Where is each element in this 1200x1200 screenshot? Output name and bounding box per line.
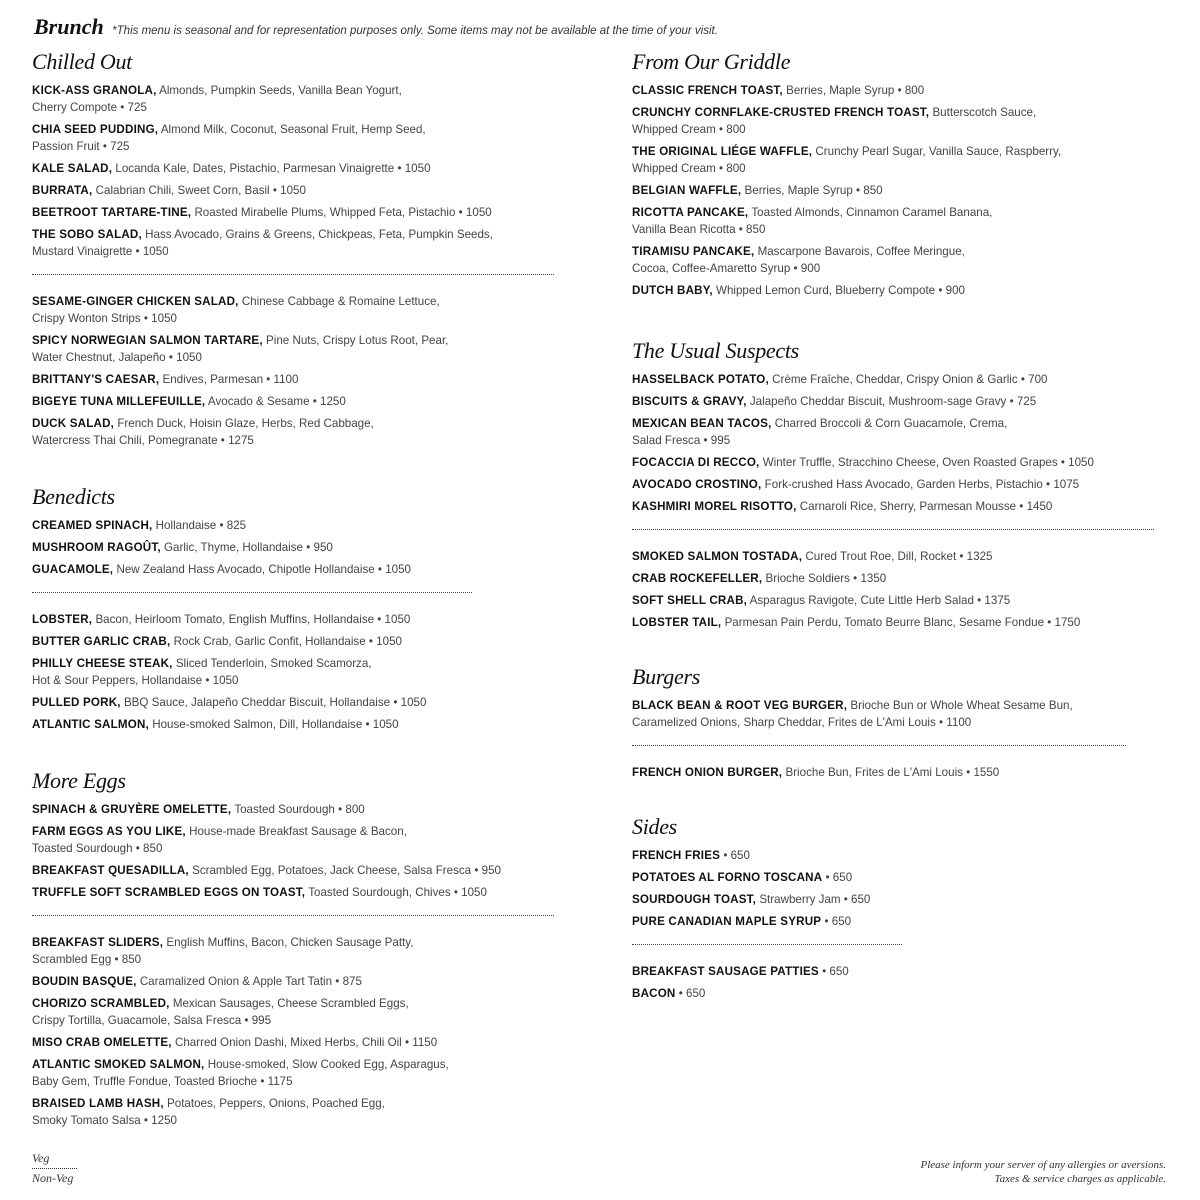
menu-item (32, 1056, 572, 1090)
menu-item (32, 862, 572, 879)
menu-item (32, 160, 572, 177)
menu-item (32, 293, 572, 327)
item-description: Brioche Soldiers • 1350 (765, 572, 887, 585)
item-name: FARM EGGS AS YOU LIKE, (32, 825, 186, 838)
section-the-usual-suspects (632, 337, 1172, 631)
item-name: CREAMED SPINACH, (32, 519, 153, 532)
group-divider (32, 592, 472, 593)
item-name: DUTCH BABY, (632, 284, 713, 297)
menu-item (632, 454, 1172, 471)
menu-item (632, 282, 1172, 299)
item-description: Locanda Kale, Dates, Pistachio, Parmesan Vinaigrette • 1050 (115, 162, 431, 175)
item-name: BEETROOT TARTARE-TINE, (32, 206, 192, 219)
item-description: House-smoked, Slow Cooked Egg, Asparagus, (207, 1058, 449, 1071)
item-name: FRENCH ONION BURGER, (632, 766, 783, 779)
item-description: Almonds, Pumpkin Seeds, Vanilla Bean Yogurt, (159, 84, 402, 97)
item-description: Crunchy Pearl Sugar, Vanilla Sauce, Raspberry, (815, 145, 1062, 158)
item-name: CRAB ROCKEFELLER, (632, 572, 763, 585)
menu-item (632, 764, 1172, 781)
item-description: • 650 (678, 987, 706, 1000)
item-name: AVOCADO CROSTINO, (632, 478, 762, 491)
item-name: CRUNCHY CORNFLAKE-CRUSTED FRENCH TOAST, (632, 106, 930, 119)
item-name: SMOKED SALMON TOSTADA, (632, 550, 803, 563)
item-name: ATLANTIC SALMON, (32, 718, 149, 731)
menu-item (32, 539, 572, 556)
item-description: Mascarpone Bavarois, Coffee Meringue, (757, 245, 965, 258)
menu-item (632, 498, 1172, 515)
legend-divider (32, 1168, 77, 1169)
item-name: BLACK BEAN & ROOT VEG BURGER, (632, 699, 848, 712)
item-description: Berries, Maple Syrup • 850 (744, 184, 883, 197)
item-name: THE SOBO SALAD, (32, 228, 142, 241)
item-name: DUCK SALAD, (32, 417, 115, 430)
menu-title: Brunch (34, 14, 104, 39)
item-name: BELGIAN WAFFLE, (632, 184, 742, 197)
menu-item (632, 913, 1172, 930)
item-description: House-smoked Salmon, Dill, Hollandaise • 1050 (152, 718, 399, 731)
item-description-cont: Mustard Vinaigrette • 1050 (32, 245, 169, 258)
item-description: Mexican Sausages, Cheese Scrambled Eggs, (172, 997, 409, 1010)
left-column (32, 48, 572, 1157)
item-name: BREAKFAST SAUSAGE PATTIES (632, 965, 819, 978)
item-name: PURE CANADIAN MAPLE SYRUP (632, 915, 822, 928)
item-description: Caramalized Onion & Apple Tart Tatin • 875 (139, 975, 362, 988)
menu-item (632, 371, 1172, 388)
menu-item (32, 82, 572, 116)
item-description: Cured Trout Roe, Dill, Rocket • 1325 (805, 550, 993, 563)
item-description: Rock Crab, Garlic Confit, Hollandaise • 1050 (173, 635, 402, 648)
item-name: SPINACH & GRUYÈRE OMELETTE, (32, 803, 232, 816)
item-description-cont: Salad Fresca • 995 (632, 434, 731, 447)
item-name: KASHMIRI MOREL RISOTTO, (632, 500, 797, 513)
item-name: TIRAMISU PANCAKE, (632, 245, 755, 258)
right-column (632, 48, 1172, 1030)
item-name: KALE SALAD, (32, 162, 113, 175)
item-name: MUSHROOM RAGOÛT, (32, 541, 161, 554)
footer-note (920, 1158, 1166, 1186)
item-description: Butterscotch Sauce, (932, 106, 1037, 119)
menu-disclaimer: *This menu is seasonal and for representation purposes only. Some items may not be available at the time of your visit. (112, 25, 718, 37)
menu-item (32, 655, 572, 689)
item-name: THE ORIGINAL LIÉGE WAFFLE, (632, 145, 813, 158)
item-description: Endives, Parmesan • 1100 (162, 373, 299, 386)
item-description: Hollandaise • 825 (155, 519, 247, 532)
item-description-cont: Whipped Cream • 800 (632, 123, 746, 136)
menu-item (32, 823, 572, 857)
item-name: MISO CRAB OMELETTE, (32, 1036, 172, 1049)
item-description: Bacon, Heirloom Tomato, English Muffins, Hollandaise • 1050 (95, 613, 411, 626)
item-description: Brioche Bun, Frites de L'Ami Louis • 1550 (785, 766, 1000, 779)
menu-item (32, 517, 572, 534)
item-description: BBQ Sauce, Jalapeño Cheddar Biscuit, Hollandaise • 1050 (123, 696, 427, 709)
item-name: BUTTER GARLIC CRAB, (32, 635, 171, 648)
item-name: BREAKFAST SLIDERS, (32, 936, 164, 949)
item-name: LOBSTER TAIL, (632, 616, 722, 629)
menu-item (32, 884, 572, 901)
menu-item (632, 847, 1172, 864)
item-description: Scrambled Egg, Potatoes, Jack Cheese, Salsa Fresca • 950 (192, 864, 501, 877)
menu-item (632, 592, 1172, 609)
item-description: Asparagus Ravigote, Cute Little Herb Salad • 1375 (749, 594, 1011, 607)
item-name: RICOTTA PANCAKE, (632, 206, 749, 219)
legend-nonveg: Non-Veg (32, 1171, 74, 1185)
menu-item (32, 1095, 572, 1129)
item-name: KICK-ASS GRANOLA, (32, 84, 157, 97)
item-description-cont: Crispy Tortilla, Guacamole, Salsa Fresca • 995 (32, 1014, 272, 1027)
menu-item (32, 371, 572, 388)
section-title: Burgers (632, 664, 700, 689)
item-description: Charred Broccoli & Corn Guacamole, Crema, (774, 417, 1008, 430)
item-name: MEXICAN BEAN TACOS, (632, 417, 772, 430)
item-description-cont: Water Chestnut, Jalapeño • 1050 (32, 351, 202, 364)
item-description: • 650 (723, 849, 750, 862)
menu-item (32, 1034, 572, 1051)
item-description: • 650 (824, 915, 852, 928)
item-description: Garlic, Thyme, Hollandaise • 950 (164, 541, 333, 554)
menu-item (632, 476, 1172, 493)
item-description: Toasted Sourdough • 800 (234, 803, 365, 816)
menu-header (34, 14, 718, 40)
menu-item (632, 697, 1172, 731)
menu-item (32, 332, 572, 366)
footer-allergy-note: Please inform your server of any allergies or aversions. (920, 1159, 1166, 1171)
item-name: GUACAMOLE, (32, 563, 114, 576)
diet-legend (32, 1151, 77, 1186)
group-divider (632, 529, 1154, 530)
item-description: Carnaroli Rice, Sherry, Parmesan Mousse • 1450 (799, 500, 1053, 513)
menu-item (632, 415, 1172, 449)
menu-item (32, 393, 572, 410)
menu-item (32, 934, 572, 968)
item-name: TRUFFLE SOFT SCRAMBLED EGGS ON TOAST, (32, 886, 306, 899)
item-description: Avocado & Sesame • 1250 (207, 395, 346, 408)
section-burgers (632, 663, 1172, 781)
item-name: FRENCH FRIES (632, 849, 721, 862)
menu-item (32, 121, 572, 155)
menu-item (632, 104, 1172, 138)
item-description: Whipped Lemon Curd, Blueberry Compote • 900 (716, 284, 965, 297)
item-name: BISCUITS & GRAVY, (632, 395, 747, 408)
section-from-our-griddle (632, 48, 1172, 299)
item-name: BURRATA, (32, 184, 93, 197)
item-description-cont: Crispy Wonton Strips • 1050 (32, 312, 177, 325)
item-description: Roasted Mirabelle Plums, Whipped Feta, Pistachio • 1050 (194, 206, 492, 219)
group-divider (32, 274, 554, 275)
item-description-cont: Baby Gem, Truffle Fondue, Toasted Brioche • 1175 (32, 1075, 293, 1088)
menu-item (632, 963, 1172, 980)
menu-item (32, 694, 572, 711)
item-description: • 650 (825, 871, 853, 884)
item-description: Brioche Bun or Whole Wheat Sesame Bun, (850, 699, 1073, 712)
item-name: SOFT SHELL CRAB, (632, 594, 748, 607)
menu-item (632, 570, 1172, 587)
item-name: CHORIZO SCRAMBLED, (32, 997, 170, 1010)
item-description: Fork-crushed Hass Avocado, Garden Herbs, Pistachio • 1075 (764, 478, 1080, 491)
footer-tax-note: Taxes & service charges as applicable. (994, 1173, 1166, 1185)
item-description: Calabrian Chili, Sweet Corn, Basil • 1050 (95, 184, 306, 197)
item-description: • 650 (822, 965, 849, 978)
menu-item (632, 82, 1172, 99)
item-name: BOUDIN BASQUE, (32, 975, 137, 988)
item-description: Charred Onion Dashi, Mixed Herbs, Chili Oil • 1150 (174, 1036, 438, 1049)
group-divider (32, 915, 554, 916)
menu-item (32, 995, 572, 1029)
menu-item (632, 985, 1172, 1002)
menu-item (32, 182, 572, 199)
menu-item (32, 716, 572, 733)
menu-item (632, 204, 1172, 238)
menu-item (632, 182, 1172, 199)
section-sides (632, 813, 1172, 1002)
item-description: Winter Truffle, Stracchino Cheese, Oven Roasted Grapes • 1050 (762, 456, 1094, 469)
section-title: Benedicts (32, 484, 115, 509)
item-description: Potatoes, Peppers, Onions, Poached Egg, (167, 1097, 385, 1110)
menu-item (32, 973, 572, 990)
item-name: FOCACCIA DI RECCO, (632, 456, 760, 469)
item-name: LOBSTER, (32, 613, 93, 626)
menu-item (632, 243, 1172, 277)
section-benedicts (32, 483, 572, 733)
menu-item (632, 614, 1172, 631)
item-name: CLASSIC FRENCH TOAST, (632, 84, 783, 97)
group-divider (632, 944, 902, 945)
item-name: BRAISED LAMB HASH, (32, 1097, 164, 1110)
item-name: SPICY NORWEGIAN SALMON TARTARE, (32, 334, 263, 347)
menu-item (32, 204, 572, 221)
item-description: English Muffins, Bacon, Chicken Sausage Patty, (166, 936, 414, 949)
item-description: Berries, Maple Syrup • 800 (786, 84, 925, 97)
item-description: House-made Breakfast Sausage & Bacon, (189, 825, 407, 838)
item-name: PULLED PORK, (32, 696, 121, 709)
item-name: SOURDOUGH TOAST, (632, 893, 757, 906)
item-description: Sliced Tenderloin, Smoked Scamorza, (175, 657, 372, 670)
item-description-cont: Toasted Sourdough • 850 (32, 842, 163, 855)
menu-item (32, 226, 572, 260)
menu-item (632, 143, 1172, 177)
item-name: BREAKFAST QUESADILLA, (32, 864, 189, 877)
menu-item (32, 415, 572, 449)
item-description-cont: Passion Fruit • 725 (32, 140, 130, 153)
menu-item (632, 891, 1172, 908)
item-description-cont: Watercress Thai Chili, Pomegranate • 1275 (32, 434, 254, 447)
section-more-eggs (32, 767, 572, 1129)
section-title: More Eggs (32, 768, 126, 793)
group-divider (632, 745, 1126, 746)
item-description: New Zealand Hass Avocado, Chipotle Hollandaise • 1050 (116, 563, 411, 576)
item-description: Parmesan Pain Perdu, Tomato Beurre Blanc, Sesame Fondue • 1750 (724, 616, 1081, 629)
section-chilled-out (32, 48, 572, 449)
item-description: Hass Avocado, Grains & Greens, Chickpeas, Feta, Pumpkin Seeds, (145, 228, 493, 241)
item-description: Chinese Cabbage & Romaine Lettuce, (241, 295, 440, 308)
section-title: From Our Griddle (632, 49, 791, 74)
item-description-cont: Caramelized Onions, Sharp Cheddar, Frites de L'Ami Louis • 1100 (632, 716, 972, 729)
item-description: Strawberry Jam • 650 (759, 893, 871, 906)
section-title: Sides (632, 814, 677, 839)
menu-item (32, 633, 572, 650)
menu-item (32, 611, 572, 628)
item-description-cont: Vanilla Bean Ricotta • 850 (632, 223, 766, 236)
item-description-cont: Smoky Tomato Salsa • 1250 (32, 1114, 177, 1127)
item-description-cont: Hot & Sour Peppers, Hollandaise • 1050 (32, 674, 239, 687)
section-title: Chilled Out (32, 49, 132, 74)
item-name: BACON (632, 987, 676, 1000)
item-description-cont: Whipped Cream • 800 (632, 162, 746, 175)
menu-item (32, 561, 572, 578)
item-name: BIGEYE TUNA MILLEFEUILLE, (32, 395, 206, 408)
section-title: The Usual Suspects (632, 338, 799, 363)
menu-item (632, 548, 1172, 565)
item-name: PHILLY CHEESE STEAK, (32, 657, 173, 670)
item-name: SESAME-GINGER CHICKEN SALAD, (32, 295, 239, 308)
item-description: French Duck, Hoisin Glaze, Herbs, Red Cabbage, (117, 417, 374, 430)
item-name: HASSELBACK POTATO, (632, 373, 769, 386)
item-name: BRITTANY'S CAESAR, (32, 373, 160, 386)
menu-item (632, 393, 1172, 410)
item-description: Almond Milk, Coconut, Seasonal Fruit, Hemp Seed, (160, 123, 426, 136)
legend-veg: Veg (32, 1151, 50, 1165)
item-name: ATLANTIC SMOKED SALMON, (32, 1058, 205, 1071)
item-description: Pine Nuts, Crispy Lotus Root, Pear, (266, 334, 449, 347)
menu-item (32, 801, 572, 818)
menu-item (632, 869, 1172, 886)
item-description: Toasted Almonds, Cinnamon Caramel Banana, (751, 206, 993, 219)
item-description-cont: Cherry Compote • 725 (32, 101, 147, 114)
item-description: Jalapeño Cheddar Biscuit, Mushroom-sage Gravy • 725 (749, 395, 1037, 408)
item-description-cont: Scrambled Egg • 850 (32, 953, 142, 966)
item-description: Crème Fraîche, Cheddar, Crispy Onion & Garlic • 700 (772, 373, 1048, 386)
item-description: Toasted Sourdough, Chives • 1050 (308, 886, 487, 899)
item-description-cont: Cocoa, Coffee-Amaretto Syrup • 900 (632, 262, 821, 275)
item-name: CHIA SEED PUDDING, (32, 123, 159, 136)
item-name: POTATOES AL FORNO TOSCANA (632, 871, 823, 884)
